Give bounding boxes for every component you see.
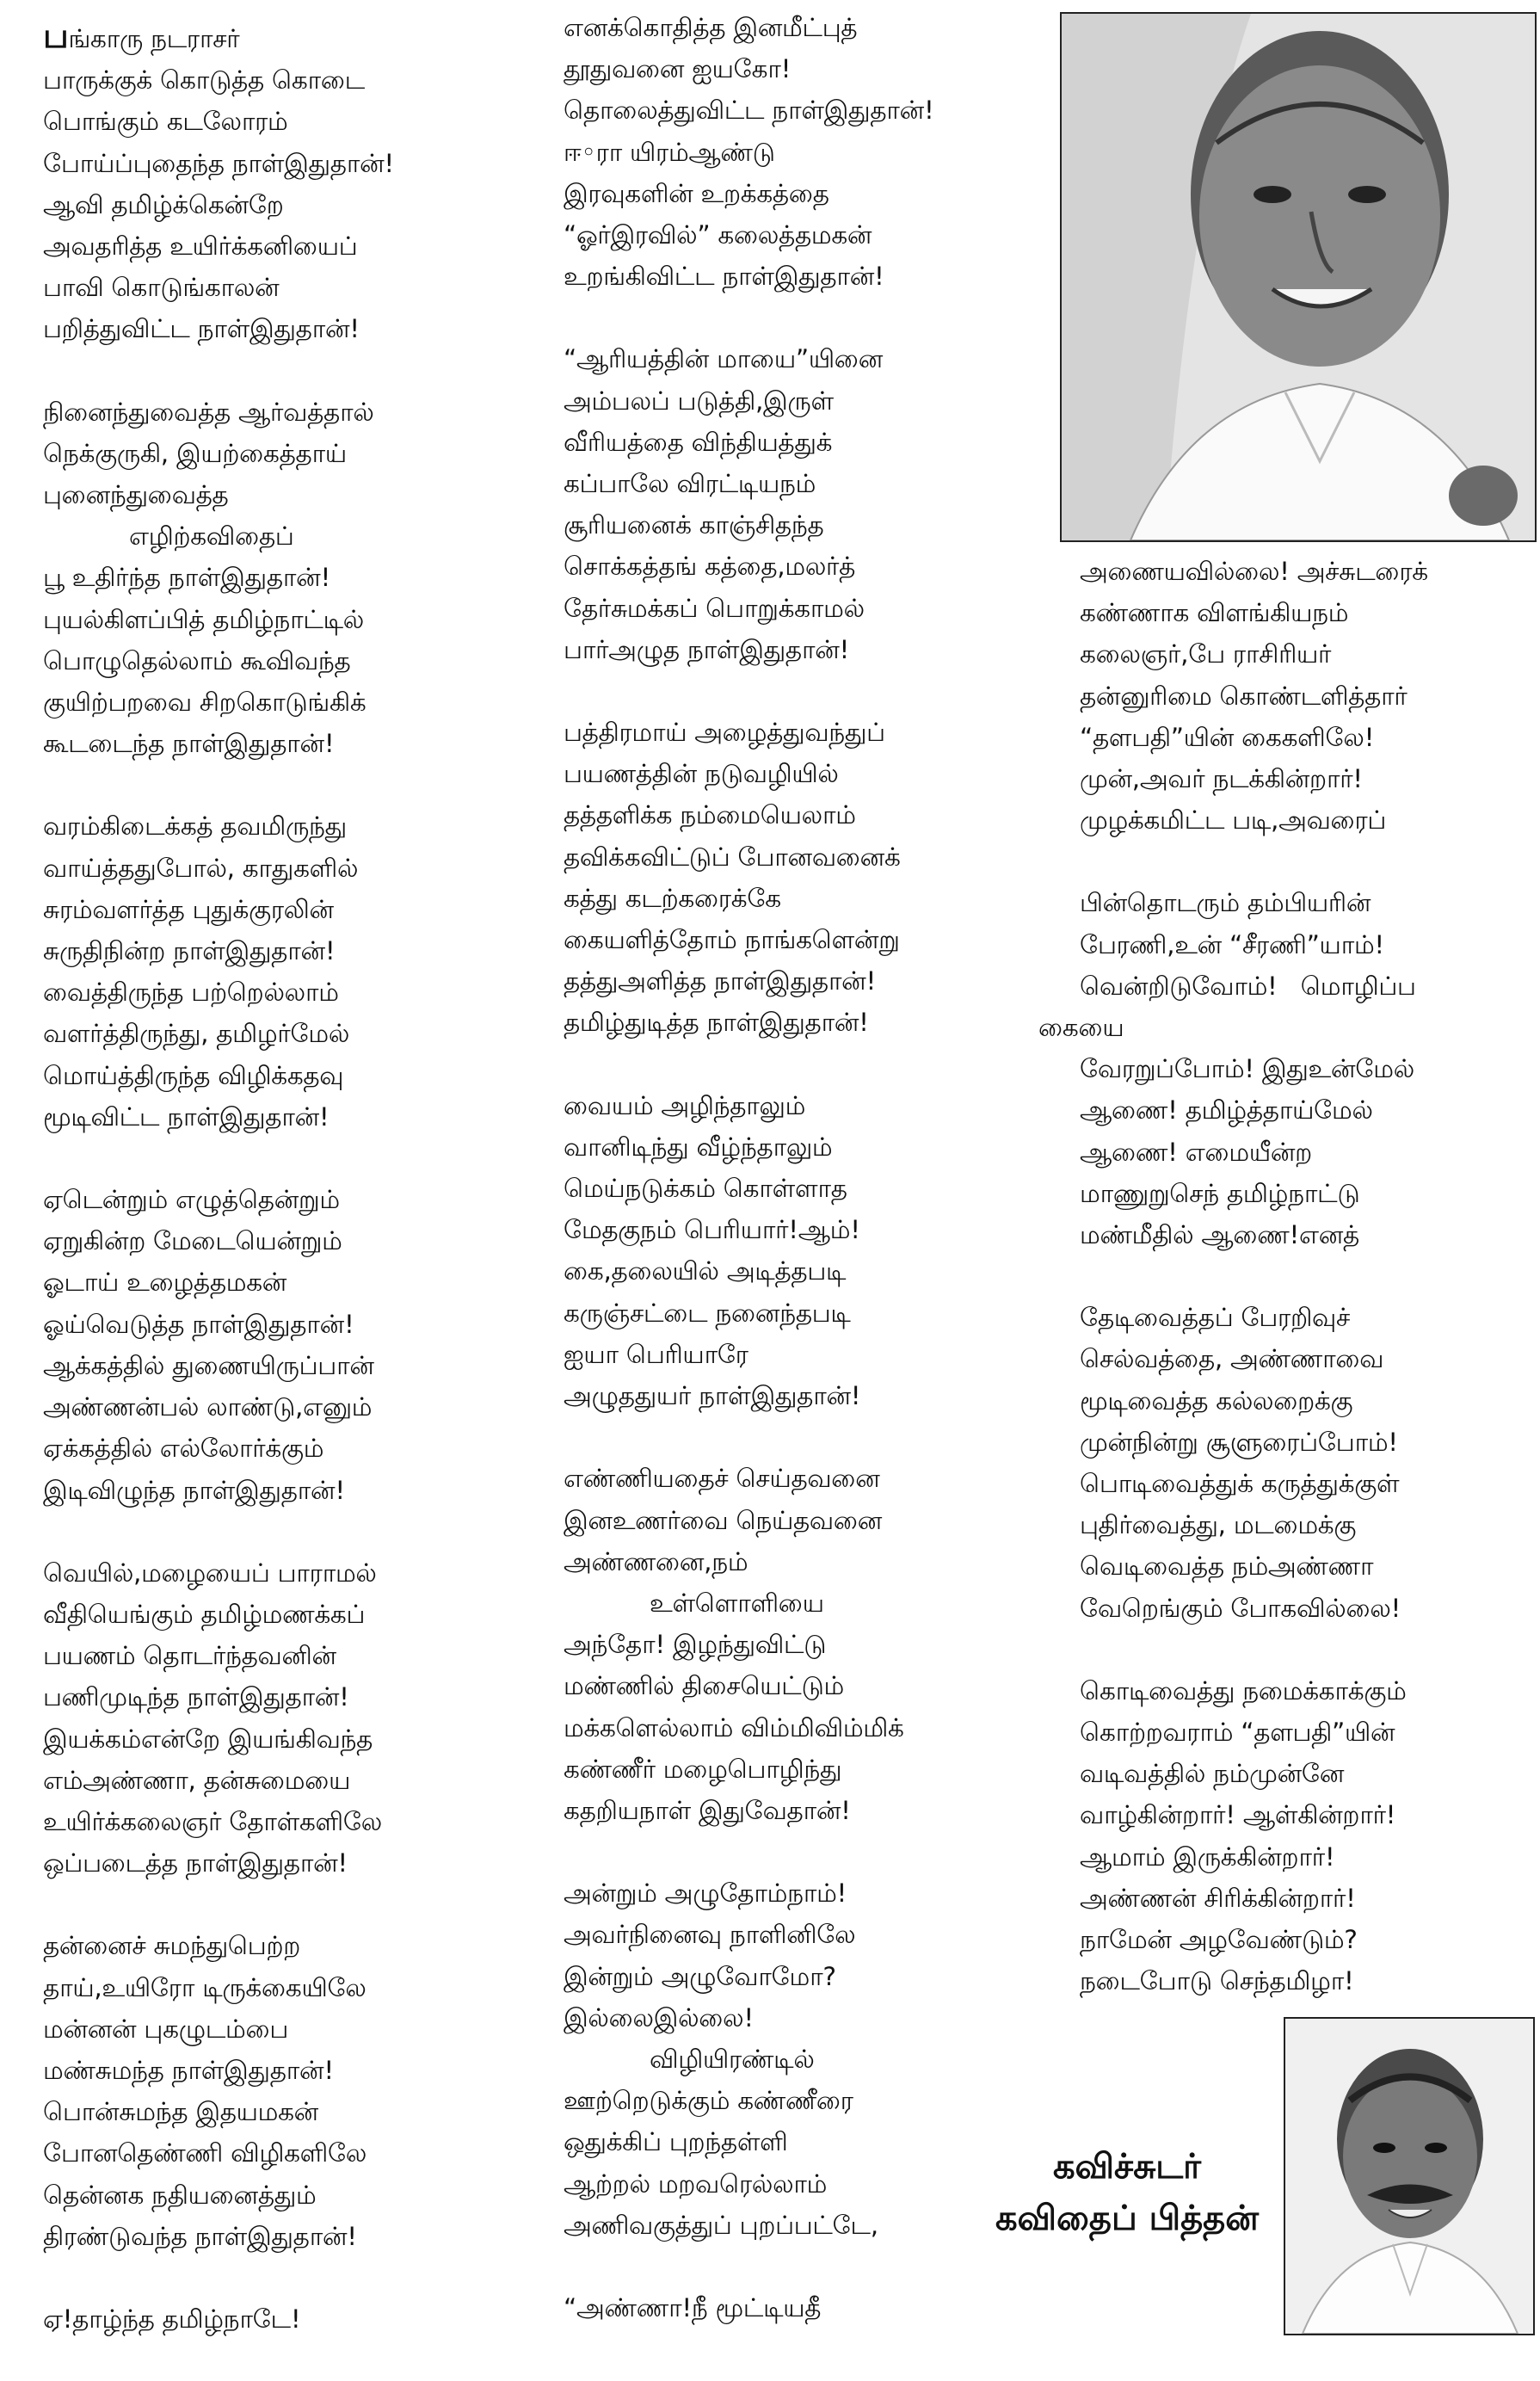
poem-line: மக்களெல்லாம் விம்மிவிம்மிக் bbox=[564, 1712, 904, 1743]
poem-line: தமிழ்துடித்த நாள்இதுதான்! bbox=[564, 1008, 869, 1038]
poem-line: முழக்கமிட்ட படி,அவரைப் bbox=[1080, 805, 1387, 836]
poem-line: உயிர்க்கலைஞர் தோள்களிலே bbox=[43, 1806, 382, 1836]
poem-line: வெடிவைத்த நம்அண்ணா bbox=[1080, 1551, 1374, 1582]
poem-line: பூ உதிர்ந்த நாள்இதுதான்! bbox=[43, 563, 330, 593]
poem-line: ஏக்கத்தில் எல்லோர்க்கும் bbox=[43, 1434, 324, 1464]
stanza-1 bbox=[564, 7, 1028, 297]
poem-line: புனைந்துவைத்த bbox=[43, 480, 229, 510]
poem-line: தேர்சுமக்கப் பொறுக்காமல் bbox=[564, 593, 865, 623]
poem-line: செல்வத்தை, அண்ணாவை bbox=[1080, 1344, 1384, 1374]
poem-line: தன்னைச் சுமந்துபெற்ற bbox=[43, 1931, 301, 1961]
poem-line: இனஉணர்வை நெய்தவனை bbox=[564, 1505, 883, 1535]
poem-line: மூடிவிட்ட நாள்இதுதான்! bbox=[43, 1101, 330, 1132]
stanza-2 bbox=[1038, 882, 1536, 1255]
poem-line: பார்அழுத நாள்இதுதான்! bbox=[564, 634, 850, 664]
stanza-6 bbox=[43, 1925, 525, 2257]
stanza-6 bbox=[564, 1872, 1028, 2246]
poem-line: ஏறுகின்ற மேடையென்றும் bbox=[43, 1226, 342, 1256]
poem-line: வாய்த்ததுபோல், காதுகளில் bbox=[43, 853, 359, 883]
poem-line: நாமேன் அழவேண்டும்? bbox=[1080, 1925, 1358, 1955]
poem-line: தத்தளிக்க நம்மையெலாம் bbox=[564, 800, 856, 830]
poem-line: வடிவத்தில் நம்முன்னே bbox=[1080, 1759, 1345, 1789]
poem-line: அன்றும் அழுதோம்நாம்! bbox=[564, 1878, 847, 1909]
poem-line: வானிடிந்து வீழ்ந்தாலும் bbox=[564, 1132, 833, 1162]
poem-line: கண்ணாக விளங்கியநம் bbox=[1080, 598, 1349, 628]
poem-line: வையம் அழிந்தாலும் bbox=[564, 1090, 806, 1120]
poem-line: வீதியெங்கும் தமிழ்மணக்கப் bbox=[43, 1599, 366, 1629]
author-photo bbox=[1284, 2017, 1535, 2335]
poem-line: சொக்கத்தங் கத்தை,மலர்த் bbox=[564, 552, 856, 582]
poem-line: சூரியனைக் காஞ்சிதந்த bbox=[564, 510, 824, 540]
poem-line: கொற்றவராம் “தளபதி”யின் bbox=[1080, 1718, 1395, 1748]
poem-line: இயக்கம்என்றே இயங்கிவந்த bbox=[43, 1724, 373, 1754]
poem-line: ஓய்வெடுத்த நாள்இதுதான்! bbox=[43, 1309, 354, 1339]
poem-line: திரண்டுவந்த நாள்இதுதான்! bbox=[43, 2221, 357, 2251]
poem-column-2 bbox=[564, 7, 1028, 2370]
poem-line: நெக்குருகி, இயற்கைத்தாய் bbox=[43, 438, 347, 468]
poem-line: ஏடென்றும் எழுத்தென்றும் bbox=[43, 1185, 340, 1215]
poem-line: நினைந்துவைத்த ஆர்வத்தால் bbox=[43, 397, 374, 427]
poem-line: கண்ணீர் மழைபொழிந்து bbox=[564, 1754, 842, 1784]
poem-line: மெய்நடுக்கம் கொள்ளாத bbox=[564, 1174, 847, 1204]
poem-line: கையை bbox=[1038, 1013, 1124, 1043]
poem-line: மூடிவைத்த கல்லறைக்கு bbox=[1080, 1385, 1353, 1416]
poem-line: அண்ணனை,நம் bbox=[564, 1546, 748, 1576]
portrait-photo bbox=[1060, 12, 1537, 542]
poem-line: நடைபோடு செந்தமிழா! bbox=[1080, 1966, 1354, 1996]
poem-line: ஈ◦ரா யிரம்ஆண்டு bbox=[564, 137, 775, 167]
poem-line: ஊற்றெடுக்கும் கண்ணீரை bbox=[564, 2086, 853, 2116]
poem-line: பத்திரமாய் அழைத்துவந்துப் bbox=[564, 718, 885, 748]
poem-line: எனக்கொதித்த இனமீட்புத் bbox=[564, 13, 858, 42]
poem-line: பின்தொடரும் தம்பியரின் bbox=[1080, 888, 1371, 918]
poem-line: தேடிவைத்தப் பேரறிவுச் bbox=[1080, 1303, 1351, 1333]
poem-line: இன்றும் அழுவோமோ? bbox=[564, 1961, 836, 1991]
poem-line: ஐயா பெரியாரே bbox=[564, 1339, 748, 1369]
poem-line: சுருதிநின்ற நாள்இதுதான்! bbox=[43, 936, 336, 966]
poem-line: கலைஞர்,பே ராசிரியர் bbox=[1080, 639, 1332, 669]
poem-line: ஒப்படைத்த நாள்இதுதான்! bbox=[43, 1848, 348, 1878]
stanza-3 bbox=[564, 712, 1028, 1044]
poem-line: குயிற்பறவை சிறகொடுங்கிக் bbox=[43, 688, 367, 718]
poem-line: மாணுறுசெந் தமிழ்நாட்டு bbox=[1080, 1178, 1360, 1208]
poem-line: பணிமுடிந்த நாள்இதுதான்! bbox=[43, 1682, 349, 1712]
poem-line: போய்ப்புதைந்த நாள்இதுதான்! bbox=[43, 148, 394, 178]
poem-line: அவர்நினைவு நாளினிலே bbox=[564, 1920, 856, 1950]
stanza-1 bbox=[1080, 551, 1536, 841]
poem-line: கூடடைந்த நாள்இதுதான்! bbox=[43, 729, 335, 759]
poem-line: வைத்திருந்த பற்றெல்லாம் bbox=[43, 978, 339, 1008]
poem-line: ஆவி தமிழ்க்கென்றே bbox=[43, 189, 284, 219]
poem-line: கப்பாலே விரட்டியநம் bbox=[564, 469, 816, 499]
poem-line: தவிக்கவிட்டுப் போனவனைக் bbox=[564, 842, 901, 872]
poem-line: வேறெங்கும் போகவில்லை! bbox=[1080, 1593, 1401, 1623]
poem-line: பொழுதெல்லாம் கூவிவந்த bbox=[43, 645, 351, 675]
poem-line: பாவி கொடுங்காலன் bbox=[43, 273, 280, 303]
poem-line: ஆமாம் இருக்கின்றார்! bbox=[1080, 1841, 1335, 1872]
poem-line: எழிற்கவிதைப் bbox=[129, 521, 294, 552]
stanza-3 bbox=[43, 805, 525, 1138]
poem-line: வளர்த்திருந்து, தமிழர்மேல் bbox=[43, 1019, 350, 1049]
poem-line: பயணத்தின் நடுவழியில் bbox=[564, 759, 839, 789]
poem-line: வாழ்கின்றார்! ஆள்கின்றார்! bbox=[1080, 1800, 1396, 1830]
author-title: கவிச்சுடர் bbox=[1052, 2147, 1202, 2187]
poem-line: முன்நின்று சூளுரைப்போம்! bbox=[1080, 1427, 1398, 1457]
poem-line: உள்ளொளியை bbox=[650, 1588, 824, 1618]
poem-line: வென்றிடுவோம்! மொழிப்ப bbox=[1080, 971, 1416, 1001]
poem-line: பயணம் தொடர்ந்தவனின் bbox=[43, 1641, 336, 1671]
poem-line: இரவுகளின் உறக்கத்தை bbox=[564, 178, 829, 208]
poem-line: அணையவில்லை! அச்சுடரைக் bbox=[1080, 557, 1428, 586]
poem-line: தென்னக நதியனைத்தும் bbox=[43, 2180, 317, 2210]
poem-line: ஒதுக்கிப் புறந்தள்ளி bbox=[564, 2127, 788, 2157]
stanza-3 bbox=[1080, 1297, 1536, 1629]
poem-line: இடிவிழுந்த நாள்இதுதான்! bbox=[43, 1475, 345, 1505]
poem-line: எம்அண்ணா, தன்சுமையை bbox=[43, 1765, 351, 1795]
poem-line: பொன்சுமந்த இதயமகன் bbox=[43, 2097, 318, 2127]
poem-line: கையளித்தோம் நாங்களென்று bbox=[564, 925, 900, 955]
poem-line: வரம்கிடைக்கத் தவமிருந்து bbox=[43, 811, 347, 842]
poem-line: மண்சுமந்த நாள்இதுதான்! bbox=[43, 2055, 334, 2085]
poem-line: வேரறுப்போம்! இதுஉன்மேல் bbox=[1080, 1054, 1414, 1084]
poem-line: “ஆரியத்தின் மாயை”யினை bbox=[564, 344, 884, 374]
poem-line: தன்னுரிமை கொண்டளித்தார் bbox=[1080, 681, 1408, 711]
poem-line: வெயில்,மழையைப் பாராமல் bbox=[43, 1558, 377, 1588]
stanza-4 bbox=[564, 1085, 1028, 1417]
author-illustration bbox=[1285, 2019, 1533, 2334]
poem-line: உறங்கிவிட்ட நாள்இதுதான்! bbox=[564, 262, 884, 292]
stanza-5 bbox=[43, 1552, 525, 1884]
poem-line: தாய்,உயிரோ டிருக்கையிலே bbox=[43, 1972, 367, 2002]
poem-column-1 bbox=[43, 15, 525, 2381]
stanza-2 bbox=[43, 392, 525, 765]
poem-line: மேதகுநம் பெரியார்!ஆம்! bbox=[564, 1215, 860, 1245]
poem-line: வீரியத்தை விந்தியத்துக் bbox=[564, 427, 833, 457]
poem-line: கத்து கடற்கரைக்கே bbox=[564, 883, 781, 913]
poem-line: ஆக்கத்தில் துணையிருப்பான் bbox=[43, 1350, 374, 1380]
poem-line: அழுததுயர் நாள்இதுதான்! bbox=[564, 1381, 861, 1411]
poem-line: கருஞ்சட்டை நனைந்தபடி bbox=[564, 1298, 851, 1328]
poem-line: அவதரித்த உயிர்க்கனியைப் bbox=[43, 231, 358, 262]
poem-line: ஆற்றல் மறவரெல்லாம் bbox=[564, 2168, 828, 2199]
poem-line: தத்துஅளித்த நாள்இதுதான்! bbox=[564, 966, 877, 996]
poem-line: பாருக்குக் கொடுத்த கொடை bbox=[43, 65, 365, 96]
poem-line: “தளபதி”யின் கைகளிலே! bbox=[1080, 722, 1375, 752]
poem-line: புதிர்வைத்து, மடமைக்கு bbox=[1080, 1510, 1357, 1540]
poem-line: பங்காரு நடராசர் bbox=[43, 16, 240, 56]
poem-line: போனதெண்ணி விழிகளிலே bbox=[43, 2138, 367, 2168]
poem-line: எண்ணியதைச் செய்தவனை bbox=[564, 1464, 880, 1494]
poem-line: பேரணி,உன் “சீரணி”யாம்! bbox=[1080, 929, 1384, 959]
poem-line: முன்,அவர் நடக்கின்றார்! bbox=[1080, 764, 1363, 794]
poem-line: கை,தலையில் அடித்தபடி bbox=[564, 1256, 847, 1286]
stanza-4 bbox=[43, 1179, 525, 1511]
poem-line: அணிவகுத்துப் புறப்பட்டே, bbox=[564, 2210, 878, 2240]
author-byline bbox=[972, 2141, 1282, 2244]
poem-line: பறித்துவிட்ட நாள்இதுதான்! bbox=[43, 314, 360, 344]
stanza-1 bbox=[43, 15, 525, 350]
poem-line: அந்தோ! இழந்துவிட்டு bbox=[564, 1630, 827, 1660]
poem-line: இல்லைஇல்லை! bbox=[564, 2002, 754, 2032]
poem-line: சுரம்வளர்த்த புதுக்குரலின் bbox=[43, 894, 334, 924]
poem-line: விழியிரண்டில் bbox=[650, 2044, 815, 2074]
stanza-7 bbox=[564, 2287, 1028, 2329]
poem-line: ஆணை! தமிழ்த்தாய்மேல் bbox=[1080, 1095, 1373, 1126]
poem-line: புயல்கிளப்பித் தமிழ்நாட்டில் bbox=[43, 604, 364, 634]
stanza-5 bbox=[564, 1458, 1028, 1831]
poem-line: தூதுவனை ஐயகோ! bbox=[564, 54, 792, 84]
stanza-2 bbox=[564, 338, 1028, 670]
poem-line: தொலைத்துவிட்ட நாள்இதுதான்! bbox=[564, 96, 934, 126]
poem-column-3 bbox=[1038, 551, 1536, 2044]
drop-cap: ப bbox=[43, 16, 69, 56]
poem-line: அண்ணன்பல் லாண்டு,எனும் bbox=[43, 1392, 373, 1422]
poem-line: கதறியநாள் இதுவேதான்! bbox=[564, 1795, 851, 1825]
poem-line: ஆணை! எமையீன்ற bbox=[1080, 1137, 1312, 1167]
poem-line: “அண்ணா!நீ மூட்டியதீ bbox=[564, 2292, 822, 2322]
poem-line: மண்மீதில் ஆணை!எனத் bbox=[1080, 1220, 1359, 1250]
poem-line: மன்னன் புகழுடம்பை bbox=[43, 2014, 289, 2044]
poem-line: கொடிவைத்து நமைக்காக்கும் bbox=[1080, 1675, 1407, 1706]
poem-line: மண்ணில் திசையெட்டும் bbox=[564, 1671, 844, 1701]
author-name: கவிதைப் பித்தன் bbox=[995, 2199, 1260, 2238]
portrait-illustration bbox=[1062, 14, 1535, 540]
poem-line: பொடிவைத்துக் கருத்துக்குள் bbox=[1080, 1469, 1400, 1499]
poem-line: அண்ணன் சிரிக்கின்றார்! bbox=[1080, 1883, 1356, 1913]
poem-line: ஓடாய் உழைத்தமகன் bbox=[43, 1268, 287, 1298]
stanza-4 bbox=[1080, 1670, 1536, 2002]
poem-line: ஏ!தாழ்ந்த தமிழ்நாடே! bbox=[43, 2304, 301, 2334]
poem-line: அம்பலப் படுத்தி,இருள் bbox=[564, 386, 834, 416]
poem-line: பொங்கும் கடலோரம் bbox=[43, 107, 288, 137]
poem-line: மொய்த்திருந்த விழிக்கதவு bbox=[43, 1060, 344, 1090]
poem-line: “ஓர்இரவில்” கலைத்தமகன் bbox=[564, 220, 872, 250]
stanza-7 bbox=[43, 2298, 525, 2340]
